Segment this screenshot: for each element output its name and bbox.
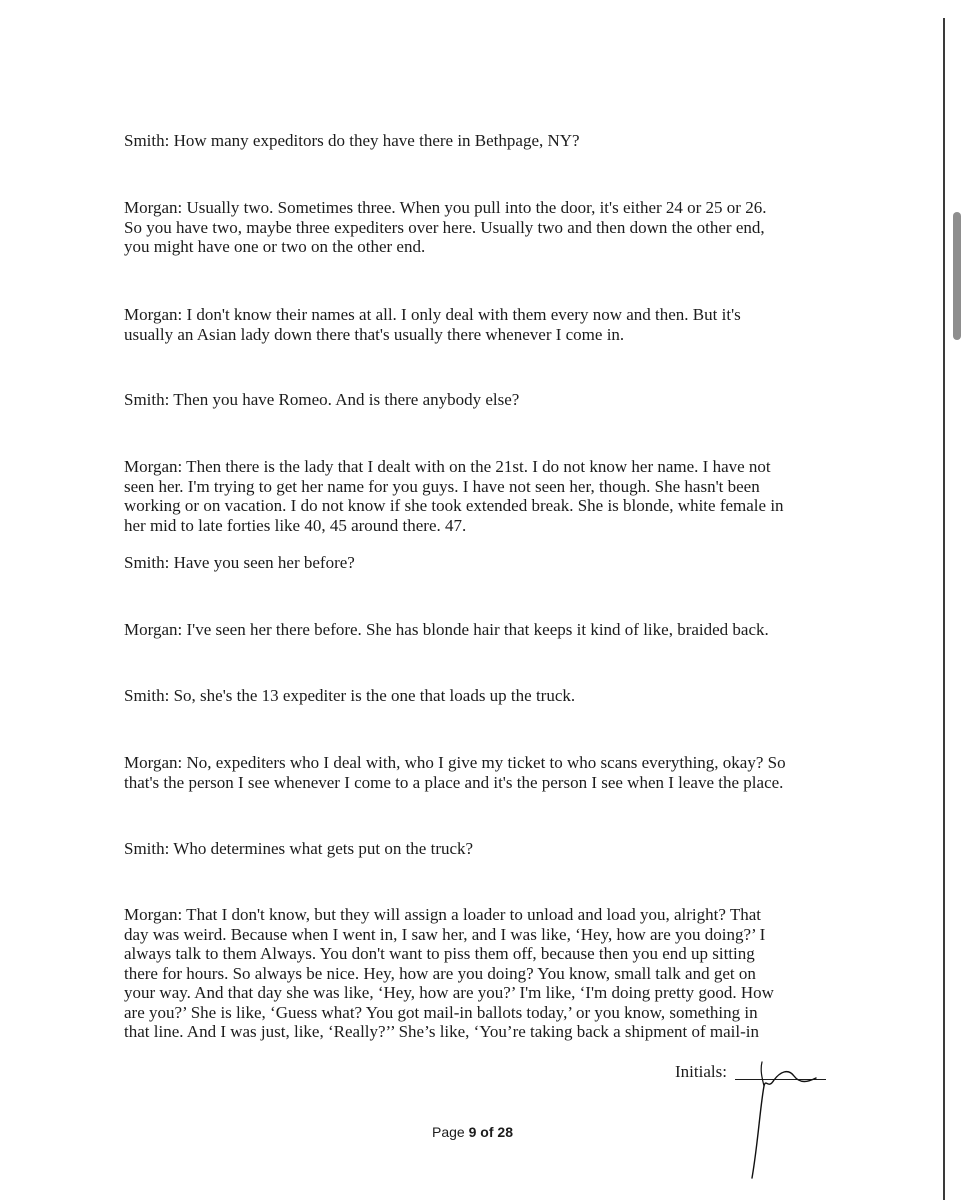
transcript-paragraph: Morgan: I don't know their names at all. I only deal with them every now and then. But it's usually an Asian lady down there that's usually there whenever I come in. <box>124 305 741 344</box>
transcript-paragraph: Smith: How many expeditors do they have there in Bethpage, NY? <box>124 131 580 150</box>
page-edge-line <box>943 18 945 1200</box>
transcript-paragraph: Morgan: Then there is the lady that I dealt with on the 21st. I do not know her name. I have not seen her. I'm trying to get her name for you guys. I have not seen her, though. She hasn't been working or on vacation. I do not know if she took extended break. She is blonde, white female in her mid to late forties like 40, 45 around there. 47. <box>124 457 784 535</box>
transcript-paragraph: Morgan: No, expediters who I deal with, who I give my ticket to who scans everything, okay? So that's the person I see whenever I come to a place and it's the person I see when I leave the place. <box>124 753 786 792</box>
transcript-paragraph: Morgan: Usually two. Sometimes three. When you pull into the door, it's either 24 or 25 or 26. So you have two, maybe three expediters over here. Usually two and then down the other end, you might have one or two on the other end. <box>124 198 767 256</box>
initials-label: Initials: <box>675 1062 727 1081</box>
transcript-paragraph: Smith: Have you seen her before? <box>124 553 355 572</box>
page-number: Page 9 of 28 <box>432 1124 513 1140</box>
transcript-paragraph: Morgan: I've seen her there before. She has blonde hair that keeps it kind of like, braided back. <box>124 620 769 639</box>
handwritten-signature <box>730 1048 840 1188</box>
transcript-paragraph: Smith: Then you have Romeo. And is there anybody else? <box>124 390 520 409</box>
transcript-paragraph: Smith: Who determines what gets put on the truck? <box>124 839 474 858</box>
transcript-paragraph: Smith: So, she's the 13 expediter is the one that loads up the truck. <box>124 686 576 705</box>
transcript-paragraph: Morgan: That I don't know, but they will assign a loader to unload and load you, alright? That day was weird. Because when I went in, I saw her, and I was like, ‘Hey, how are you doing?’ I always talk to them Always. You don't want to piss them off, because then you end up sitting there for hours. So always be nice. Hey, how are you doing? You know, small talk and get on your way. And that day she was like, ‘Hey, how are you?’ I'm like, ‘I'm doing pretty good. How are you?’ She is like, ‘Guess what? You got mail-in ballots today,’ or you know, something in that line. And I was just, like, ‘Really?’’ She’s like, ‘You’re taking back a shipment of mail-in <box>124 905 774 1041</box>
scrollbar-thumb[interactable] <box>953 212 961 340</box>
